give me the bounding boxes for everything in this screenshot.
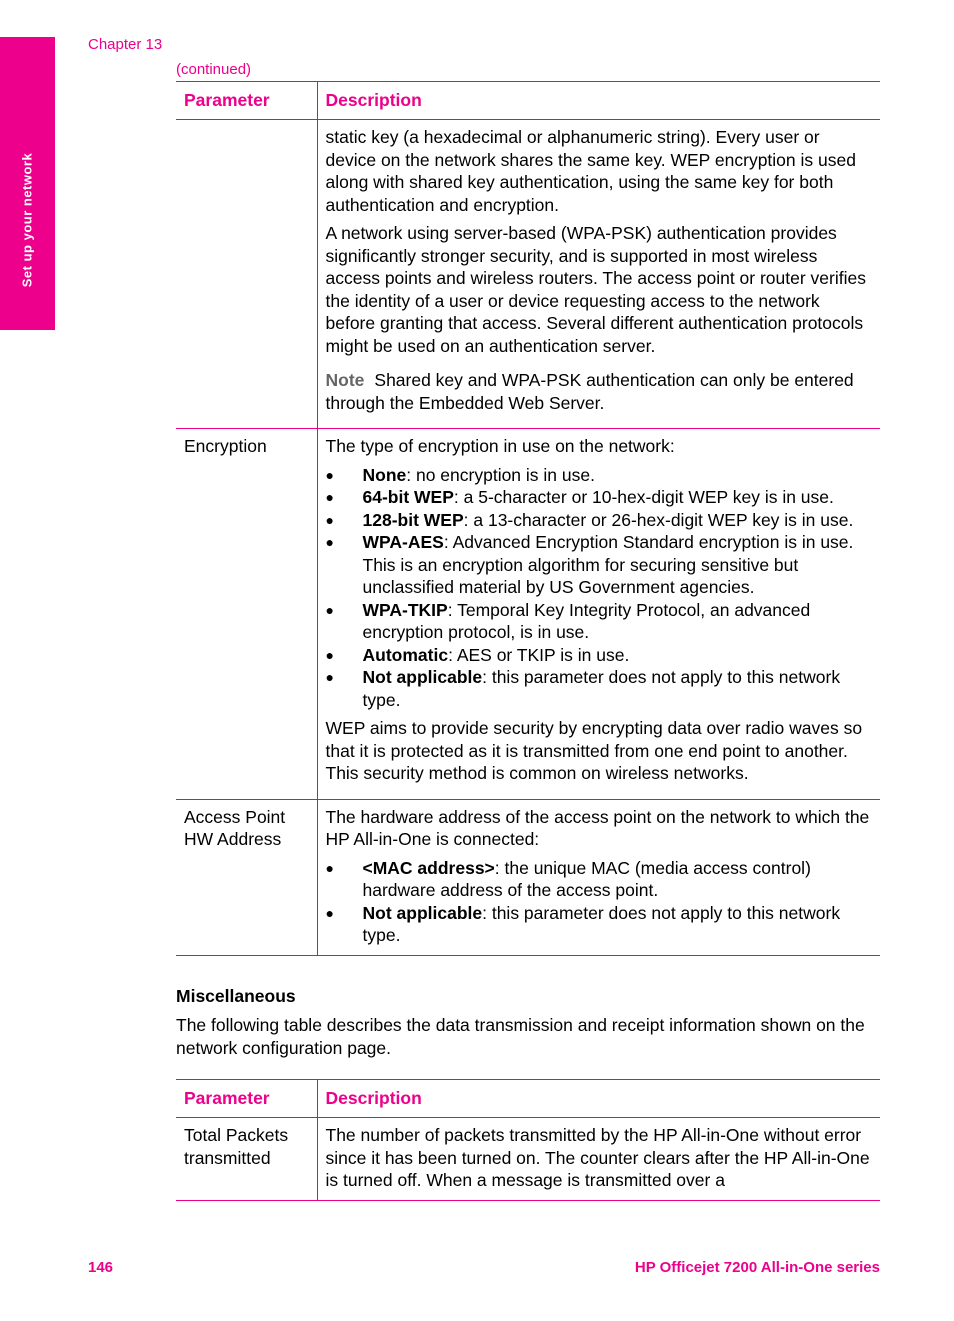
bullet-icon: ● (325, 646, 334, 663)
parameter-cell (176, 120, 317, 429)
bullet-text: : this parameter does not apply to this network type. (362, 667, 841, 710)
parameter-table-network (176, 81, 880, 956)
table-row (176, 120, 880, 429)
bullet-text: : a 13-character or 26-hex-digit WEP key is in use. (463, 509, 854, 530)
description-intro: The type of encryption in use on the network: (325, 436, 675, 456)
bullet-icon: ● (325, 466, 334, 483)
bullet-list (326, 464, 875, 712)
table-header-row (176, 82, 880, 120)
description-outro: WEP aims to provide security by encrypting data over radio waves so that it is protected as it is transmitted from one end point to another. This security method is common on wireless networks. (325, 718, 863, 783)
description-cell (317, 429, 880, 800)
bullet-list (326, 857, 875, 947)
bullet-icon: ● (325, 859, 334, 876)
list-item (326, 464, 875, 487)
bullet-icon: ● (325, 489, 334, 505)
list-item (326, 644, 875, 667)
bullet-text: : no encryption is in use. (406, 464, 595, 485)
bullet-icon: ● (325, 904, 334, 921)
bullet-term: Not applicable (362, 902, 483, 923)
list-item (326, 857, 875, 902)
note (326, 369, 875, 414)
list-item (326, 509, 875, 532)
list-item (326, 486, 875, 509)
bullet-term: WPA-AES (362, 532, 444, 552)
column-header-description: Description (317, 1080, 880, 1118)
bullet-term: <MAC address> (362, 857, 495, 878)
description-intro: The hardware address of the access point on the network to which the HP All-in-One is connected: (325, 806, 870, 849)
side-tab-label: Set up your network (19, 152, 35, 288)
parameter-table-misc (176, 1079, 880, 1201)
table-row (176, 1118, 880, 1201)
bullet-text: : a 5-character or 10-hex-digit WEP key is in use. (453, 487, 834, 507)
description-paragraph: static key (a hexadecimal or alphanumeric string). Every user or device on the network shares the same key. WEP encryption is used along with shared key authentication, using the same key for both authentication and encryption. (325, 127, 856, 215)
bullet-term: None (362, 464, 407, 485)
bullet-icon: ● (325, 601, 334, 618)
list-item (326, 666, 875, 711)
table-row (176, 799, 880, 955)
note-text: Shared key and WPA-PSK authentication can only be entered through the Embedded Web Server. (325, 370, 854, 413)
parameter-cell: Total Packets transmitted (176, 1118, 317, 1201)
page-number: 146 (88, 1259, 114, 1276)
bullet-term: Automatic (362, 644, 449, 665)
parameter-cell: Access Point HW Address (176, 799, 317, 955)
column-header-parameter: Parameter (176, 1080, 317, 1118)
side-tab (0, 37, 55, 330)
section-intro: The following table describes the data transmission and receipt information shown on the network configuration page. (176, 1015, 865, 1058)
column-header-description: Description (317, 82, 880, 120)
list-item (326, 902, 875, 947)
description-cell: The number of packets transmitted by the HP All-in-One without error since it has been turned on. The counter clears after the HP All-in-One is turned off. When a message is transmitted over a (317, 1118, 880, 1201)
bullet-text: : this parameter does not apply to this network type. (362, 902, 841, 945)
product-title: HP Officejet 7200 All-in-One series (634, 1259, 880, 1276)
list-item (326, 531, 875, 599)
section-heading-miscellaneous: Miscellaneous (176, 986, 296, 1006)
bullet-term: 64-bit WEP (362, 487, 454, 507)
bullet-term: 128-bit WEP (362, 509, 464, 530)
bullet-term: WPA-TKIP (362, 599, 448, 620)
description-paragraph: A network using server-based (WPA-PSK) authentication provides significantly stronger security, and is supported in most wireless access points and wireless routers. The access point or router verifies the identity of a user or device requesting access to the network before granting that access. Several different authentication protocols might be used on an authentication server. (325, 223, 866, 356)
table-header-row (176, 1080, 880, 1118)
bullet-text: : AES or TKIP is in use. (448, 644, 630, 665)
continued-label: (continued) (176, 61, 252, 78)
table-row (176, 429, 880, 800)
list-item (326, 599, 875, 644)
note-label: Note (325, 370, 365, 390)
parameter-cell: Encryption (176, 429, 317, 800)
bullet-icon: ● (325, 669, 334, 685)
bullet-icon: ● (325, 534, 334, 550)
bullet-text: : Temporal Key Integrity Protocol, an advanced encryption protocol, is in use. (362, 599, 811, 642)
description-cell (317, 120, 880, 429)
bullet-icon: ● (325, 511, 334, 528)
bullet-text: : the unique MAC (media access control) hardware address of the access point. (362, 857, 811, 900)
bullet-term: Not applicable (362, 667, 483, 687)
column-header-parameter: Parameter (176, 82, 317, 120)
description-cell (317, 799, 880, 955)
bullet-text: : Advanced Encryption Standard encryption is in use. This is an encryption algorithm for securing sensitive but unclassified material by US Government agencies. (362, 532, 854, 597)
chapter-label: Chapter 13 (88, 36, 163, 53)
